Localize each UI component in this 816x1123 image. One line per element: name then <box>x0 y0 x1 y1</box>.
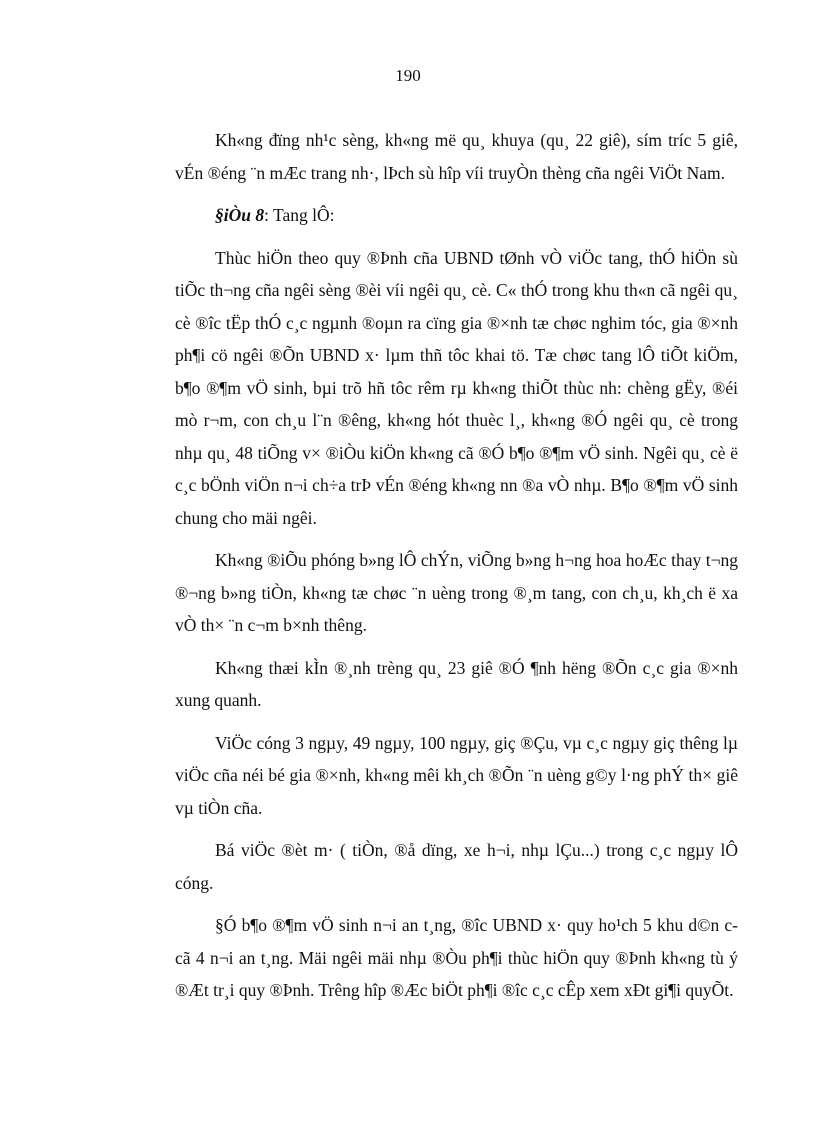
paragraph-wedding-conduct: Kh«ng đïng nh¹c sèng, kh«ng më qu¸ khuya (qu¸ 22 giê), sím tríc 5 giê, vÉn ®éng ¨n mÆc trang nh·, lÞch sù hîp víi truyÒn thèng cña ngêi ViÖt Nam. <box>175 130 738 183</box>
paragraph-memorial-days: ViÖc cóng 3 ngµy, 49 ngµy, 100 ngµy, giç ®Çu, vµ c¸c ngµy giç thêng lµ viÖc cña néi bé gia ®×nh, kh«ng mêi kh¸ch ®Õn ¨n uèng g©y l·ng phÝ th× giê vµ tiÒn cña. <box>175 732 738 818</box>
paragraph-music-curfew: Kh«ng thæi kÌn ®¸nh trèng qu¸ 23 giê ®Ó ¶nh hëng ®Õn c¸c gia ®×nh xung quanh. <box>175 657 738 710</box>
paragraph-burning-offerings: Bá viÖc ®èt m· ( tiÒn, ®å dïng, xe h¬i, nhµ lÇu...) trong c¸c ngµy lÔ cóng. <box>175 840 738 893</box>
article-number: §iÒu 8 <box>215 205 265 225</box>
paragraph-burial-sites: §Ó b¶o ®¶m vÖ sinh n¬i an t¸ng, ®îc UBND x· quy ho¹ch 5 khu d©n c cã 4 n¬i an t¸ng. Mäi ngêi mäi nhµ ®Òu ph¶i thùc hiÖn quy ®Þnh kh«ng tù ý ®Æt tr¸i quy ®Þnh. Trêng hîp ®Æc biÖt ph¶i ®îc c¸c cÊp xem xÐt gi¶i quyÕt. <box>175 915 738 1000</box>
article-title: : Tang lÔ: <box>264 205 335 225</box>
article-heading <box>175 199 738 232</box>
body-text <box>175 124 738 1017</box>
paragraph-condolence: Kh«ng ®iÕu phóng b»ng lÔ chÝn, viÕng b»ng h¬ng hoa hoÆc thay t¬ng ®¬ng b»ng tiÒn, kh«ng tæ chøc ¨n uèng trong ®¸m tang, con ch¸u, kh¸ch ë xa vÒ th× ¨n c¬m b×nh thêng. <box>175 550 738 635</box>
paragraph-funeral-rules: Thùc hiÖn theo quy ®Þnh cña UBND tØnh vÒ viÖc tang, thÓ hiÖn sù tiÕc th¬ng cña ngêi sèng ®èi víi ngêi qu¸ cè. C« thÓ trong khu th«n cã ngêi qu¸ cè ®îc tËp thÓ c¸c ngµnh ®oµn ra cïng gia ®×nh tæ chøc nghim tóc, gia ®×nh ph¶i cö ngêi ®Õn UBND x· lµm thñ tôc khai tö. Tæ chøc tang lÔ tiÕt kiÖm, b¶o ®¶m vÖ sinh, bµi trõ hñ tôc rêm rµ kh«ng thiÕt thùc nh: chèng gËy, ®éi mò r¬m, con ch¸u l¨n ®êng, kh«ng hót thuèc l¸, kh«ng ®Ó ngêi qu¸ cè trong nhµ qu¸ 48 tiÕng v× ®iÒu kiÖn kh«ng cã ®Ó b¶o ®¶m vÖ sinh. Ngêi qu¸ cè ë c¸c bÖnh viÖn n¬i ch÷a trÞ vÉn ®éng kh«ng nn ®a vÒ nhµ. B¶o ®¶m vÖ sinh chung cho mäi ngêi. <box>175 247 738 528</box>
page-number: 190 <box>395 66 421 85</box>
